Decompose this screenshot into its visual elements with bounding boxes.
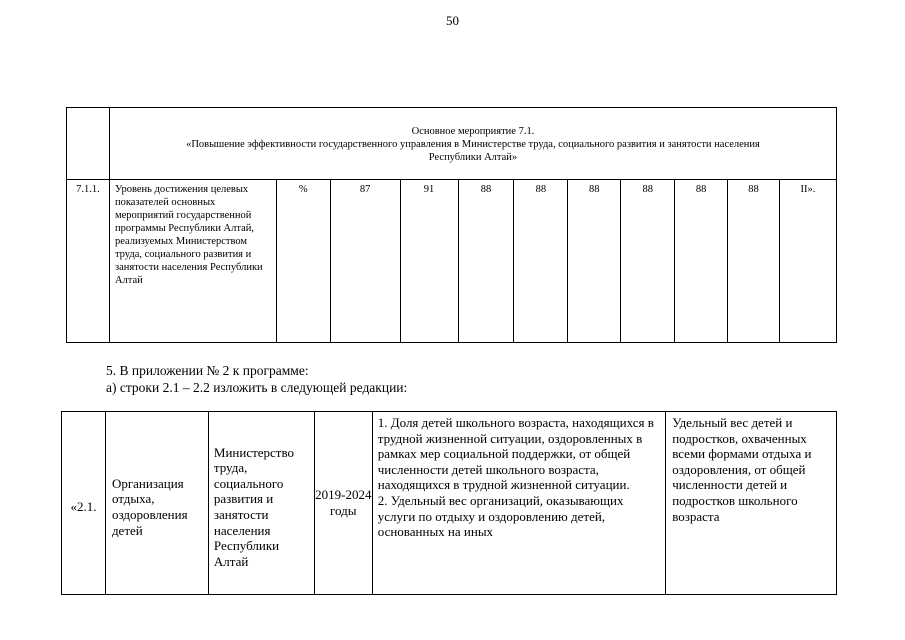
value-cell: 88: [458, 180, 514, 343]
value-cell: 88: [514, 180, 568, 343]
calculation-method: Удельный вес детей и подростков, охваченных всеми формами отдыха и оздоровления, от общей численности детей и подростков школьного возраста: [666, 412, 837, 595]
unit-cell: %: [276, 180, 330, 343]
section-title-line: Основное мероприятие 7.1.: [411, 126, 535, 137]
row-number: 7.1.1.: [67, 180, 110, 343]
page-number: 50: [446, 13, 459, 28]
value-cell: 88: [675, 180, 728, 343]
section-header-row: [67, 108, 837, 180]
section-title: [109, 108, 836, 180]
executor: Министерство труда, социального развития и занятости населения Республики Алтай: [208, 412, 314, 595]
indicators-table: [66, 107, 837, 343]
value-cell: 91: [400, 180, 458, 343]
section-number-cell: [67, 108, 110, 180]
last-cell: II».: [779, 180, 836, 343]
row-number: «2.1.: [62, 412, 106, 595]
paragraph: а) строки 2.1 – 2.2 изложить в следующей редакции:: [106, 380, 408, 395]
table-row: [67, 180, 837, 343]
period: 2019-2024 годы: [314, 412, 372, 595]
activity-name: Организация отдыха, оздоровления детей: [105, 412, 208, 595]
section-title-line: «Повышение эффективности государственного управления в Министерстве труда, социального развития и занятости населения: [186, 139, 760, 150]
indicator-item: 2. Удельный вес организаций, оказывающих услуги по отдыху и оздоровлению детей, основанных на иных: [377, 492, 624, 540]
section-title-line: Республики Алтай»: [428, 152, 518, 163]
value-cell: 87: [330, 180, 400, 343]
indicator-item: 1. Доля детей школьного возраста, находящихся в трудной жизненной ситуации, оздоровленных в рамках мер социальной поддержки, от общей численности детей школьного возраста, находящихся в трудной жизненной ситуации.: [377, 415, 654, 493]
table-row: [62, 412, 837, 595]
value-cell: 88: [621, 180, 675, 343]
row-description: Уровень достижения целевых показателей основных мероприятий государственной программы Республики Алтай, реализуемых Министерством труда, социального развития и занятости населения Республики Алтай: [109, 180, 276, 343]
program-table: [61, 411, 837, 595]
value-cell: 88: [728, 180, 780, 343]
paragraph: 5. В приложении № 2 к программе:: [106, 363, 309, 378]
indicators: [372, 412, 665, 595]
value-cell: 88: [568, 180, 621, 343]
